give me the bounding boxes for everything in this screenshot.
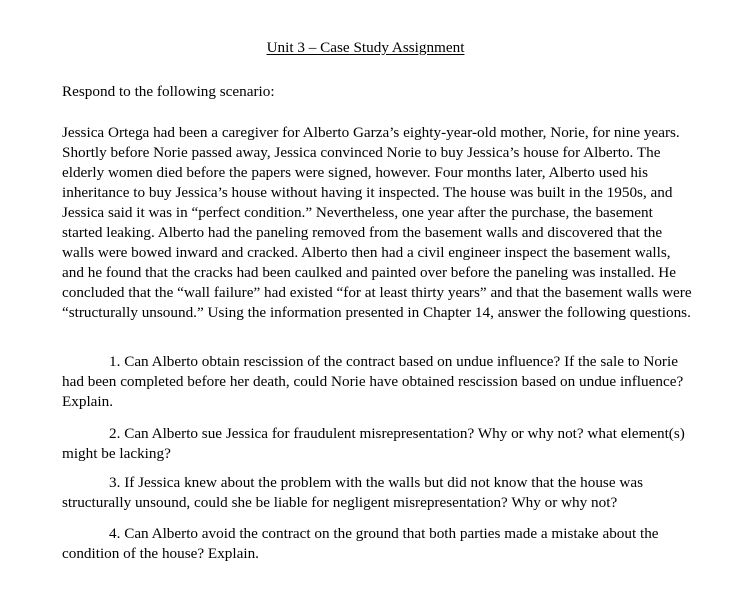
document-title: Unit 3 – Case Study Assignment xyxy=(266,39,465,56)
question-1: 1. Can Alberto obtain rescission of the contract based on undue influence? If the sale to Norie had been completed before her death, could Norie have obtained rescission based on undue influence? Explain. xyxy=(62,353,684,410)
question-2: 2. Can Alberto sue Jessica for fraudulent misrepresentation? Why or why not? what element(s) might be lacking? xyxy=(62,425,685,462)
intro-text: Respond to the following scenario: xyxy=(62,83,275,100)
scenario-paragraph: Jessica Ortega had been a caregiver for Alberto Garza’s eighty-year-old mother, Norie, for nine years. Shortly before Norie passed away, Jessica convinced Norie to buy Jessica’s house for Alberto. The elderly women died before the papers were signed, however. Four months later, Alberto used his inheritance to buy Jessica’s house without having it inspected. The house was built in the 1950s, and Jessica said it was in “perfect condition.” Nevertheless, one year after the purchase, the basement started leaking. Alberto had the paneling removed from the basement walls and discovered that the walls were bowed inward and cracked. Alberto then had a civil engineer inspect the basement walls, and he found that the cracks had been caulked and painted over before the paneling was installed. He concluded that the “wall failure” had existed “for at least thirty years” and that the basement walls were “structurally unsound.” Using the information presented in Chapter 14, answer the following questions. xyxy=(62,124,692,321)
question-4: 4. Can Alberto avoid the contract on the ground that both parties made a mistake about the condition of the house? Explain. xyxy=(62,525,659,562)
question-3: 3. If Jessica knew about the problem with the walls but did not know that the house was structurally unsound, could she be liable for negligent misrepresentation? Why or why not? xyxy=(62,474,643,511)
